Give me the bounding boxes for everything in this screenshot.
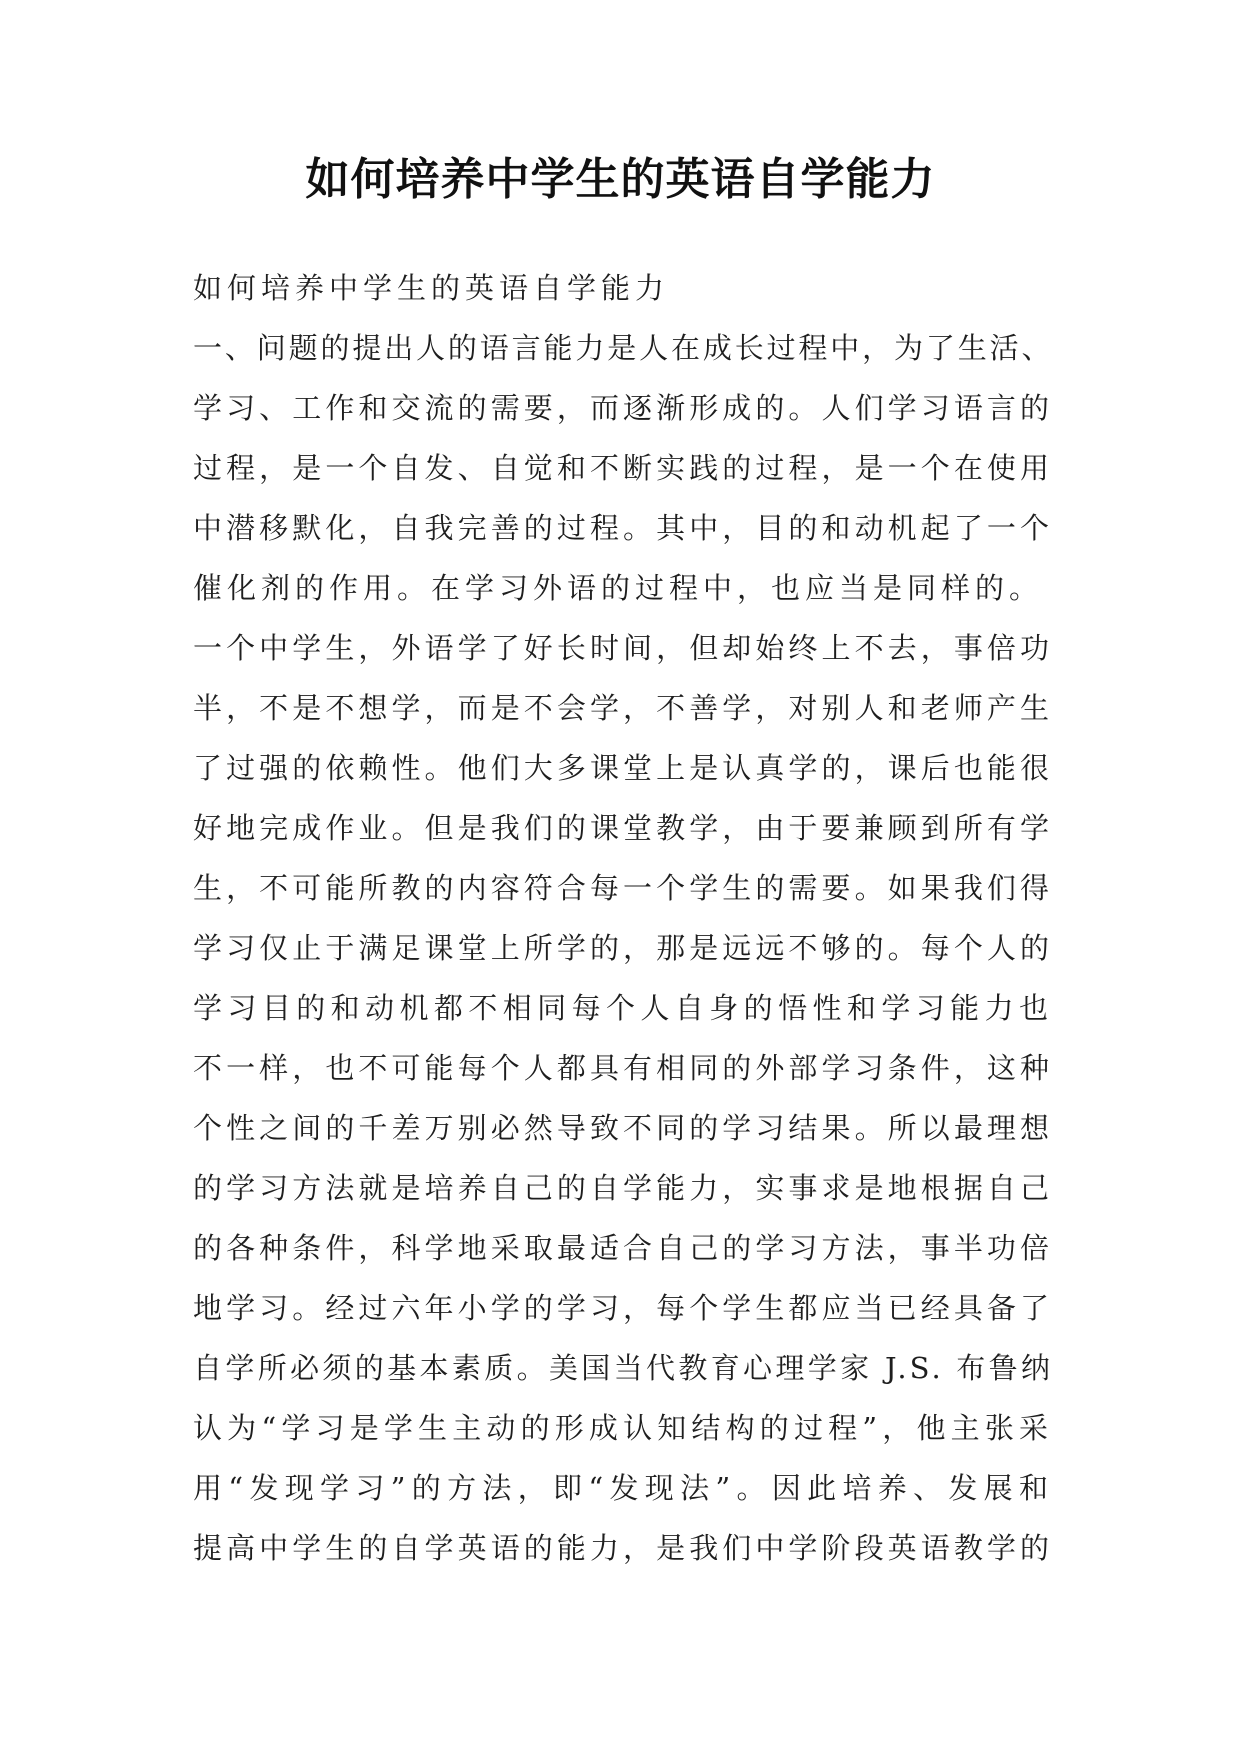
body-line-subtitle: 如何培养中学生的英语自学能力 — [193, 271, 670, 305]
body-line: 地学习。经过六年小学的学习，每个学生都应当已经具备了 — [193, 1291, 1053, 1325]
body-line: 的各种条件，科学地采取最适合自己的学习方法，事半功倍 — [193, 1231, 1053, 1265]
body-line: 认为“学习是学生主动的形成认知结构的过程”，他主张采 — [193, 1411, 1053, 1445]
body-line: 的学习方法就是培养自己的自学能力，实事求是地根据自己 — [193, 1171, 1053, 1205]
body-line: 一个中学生，外语学了好长时间，但却始终上不去，事倍功 — [193, 631, 1053, 665]
document-body — [193, 258, 1053, 1578]
body-line: 个性之间的千差万别必然导致不同的学习结果。所以最理想 — [193, 1111, 1053, 1145]
body-line: 好地完成作业。但是我们的课堂教学，由于要兼顾到所有学 — [193, 811, 1053, 845]
body-line: 过程，是一个自发、自觉和不断实践的过程，是一个在使用 — [193, 451, 1053, 485]
body-line: 用“发现学习”的方法，即“发现法”。因此培养、发展和 — [193, 1471, 1053, 1505]
body-line: 提高中学生的自学英语的能力，是我们中学阶段英语教学的 — [193, 1531, 1053, 1565]
body-line: 学习目的和动机都不相同每个人自身的悟性和学习能力也 — [193, 991, 1053, 1025]
body-line: 催化剂的作用。在学习外语的过程中，也应当是同样的。 — [193, 571, 1044, 605]
body-line: 学习、工作和交流的需要，而逐渐形成的。人们学习语言的 — [193, 391, 1053, 425]
body-line: 学习仅止于满足课堂上所学的，那是远远不够的。每个人的 — [193, 931, 1053, 965]
body-line: 自学所必须的基本素质。美国当代教育心理学家 J.S. 布鲁纳 — [193, 1351, 1053, 1385]
body-line: 生，不可能所教的内容符合每一个学生的需要。如果我们得 — [193, 871, 1053, 905]
body-line: 一、问题的提出人的语言能力是人在成长过程中，为了生活、 — [193, 331, 1053, 365]
body-line: 了过强的依赖性。他们大多课堂上是认真学的，课后也能很 — [193, 751, 1053, 785]
page-title: 如何培养中学生的英语自学能力 — [305, 154, 936, 205]
body-line: 半，不是不想学，而是不会学，不善学，对别人和老师产生 — [193, 691, 1053, 725]
body-line: 不一样，也不可能每个人都具有相同的外部学习条件，这种 — [193, 1051, 1053, 1085]
body-line: 中潜移默化，自我完善的过程。其中，目的和动机起了一个 — [193, 511, 1053, 545]
